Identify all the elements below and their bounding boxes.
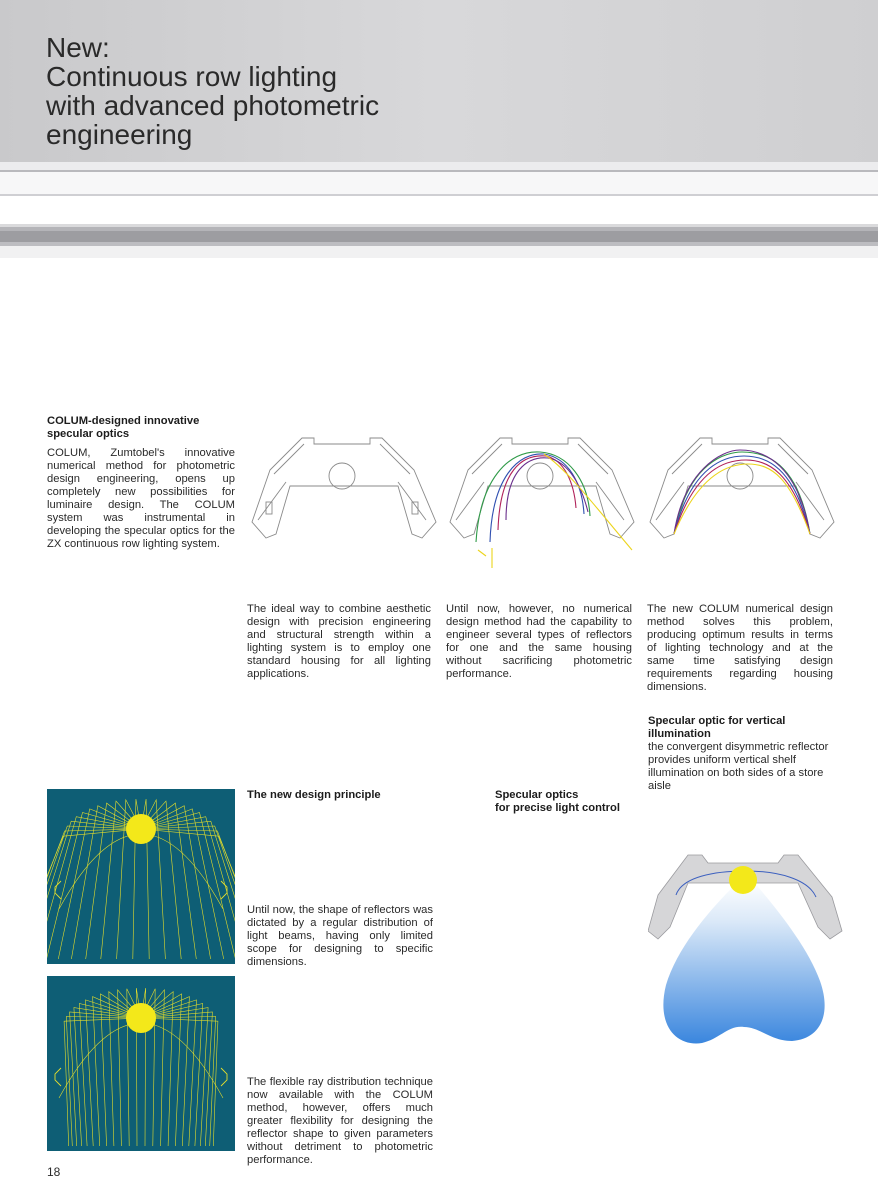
- column-text-limitation: Until now, however, no numerical design method had the capability to engineer several types of reflectors for one and the same housing without sacrificing photometric performance.: [446, 603, 632, 680]
- intro-heading: COLUM-designed innovative specular optics: [47, 415, 200, 440]
- specular-optics-heading: [495, 789, 675, 815]
- light-ray: [47, 829, 141, 959]
- luminaire-rail-graphic: [0, 162, 878, 258]
- light-beam-shape: [663, 880, 824, 1043]
- page-title: [46, 33, 646, 149]
- title-line: Continuous row lighting: [46, 61, 338, 92]
- housing-diagram-empty: [250, 430, 440, 570]
- flexible-ray-diagram: [47, 976, 235, 1151]
- light-ray: [141, 1017, 216, 1147]
- column-text-housing: The ideal way to combine aesthetic design with precision engineering and structural strength within a lighting system is to employ one standard housing for all lighting applications.: [247, 603, 431, 680]
- light-source-icon: [126, 814, 156, 844]
- light-ray: [66, 1017, 141, 1147]
- light-ray: [47, 813, 141, 960]
- intro-body: COLUM, Zumtobel's innovative numerical method for photometric design engineering, opens up completely new possibilities for luminaire design. The COLUM system was instrumental in developing the specular optics for the ZX continuous row lighting system.: [47, 447, 235, 550]
- housing-diagram-converging: [648, 430, 838, 550]
- title-line: New:: [46, 32, 110, 63]
- reflector-curve: [59, 834, 223, 909]
- vertical-illumination-heading: Specular optic for vertical illumination: [648, 715, 786, 740]
- light-ray: [141, 829, 235, 959]
- design-principle-heading: The new design principle: [247, 789, 381, 801]
- column-text-solution: The new COLUM numerical design method solves this problem, producing optimum results in terms of lighting technology and at the same time satisfying design requirements regarding housing dimensions.: [647, 603, 833, 693]
- flexible-ray-panel: [47, 976, 235, 1151]
- light-ray: [47, 829, 141, 959]
- light-source-icon: [126, 1003, 156, 1033]
- design-principle-flexible-text: The flexible ray distribution technique now available with the COLUM method, however, offers much greater flexibility for designing the reflector shape to given parameters without detriment to photometric performance.: [247, 1076, 433, 1166]
- design-principle-regular-text: Until now, the shape of reflectors was dictated by a regular distribution of light beams, having only limited scope for designing to specific dimensions.: [247, 904, 433, 968]
- title-line: engineering: [46, 119, 193, 150]
- vertical-illumination-body: the convergent disymmetric reflector provides uniform vertical shelf illumination on both sides of a store aisle: [648, 741, 829, 792]
- light-ray: [47, 826, 141, 959]
- specular-heading-line: Specular optics: [495, 789, 579, 801]
- light-ray: [47, 817, 141, 959]
- page-number: 18: [47, 1165, 61, 1179]
- light-ray: [141, 813, 235, 960]
- light-ray: [141, 829, 235, 959]
- regular-ray-diagram: [47, 789, 235, 964]
- specular-luminaire-beam: [648, 835, 848, 1065]
- title-line: with advanced photometric: [46, 90, 380, 121]
- regular-ray-panel: [47, 789, 235, 964]
- light-source-icon: [729, 866, 757, 894]
- housing-diagram-reflectors: [448, 430, 638, 575]
- specular-heading-line: for precise light control: [495, 802, 620, 814]
- light-ray: [141, 817, 235, 959]
- light-ray: [141, 826, 235, 959]
